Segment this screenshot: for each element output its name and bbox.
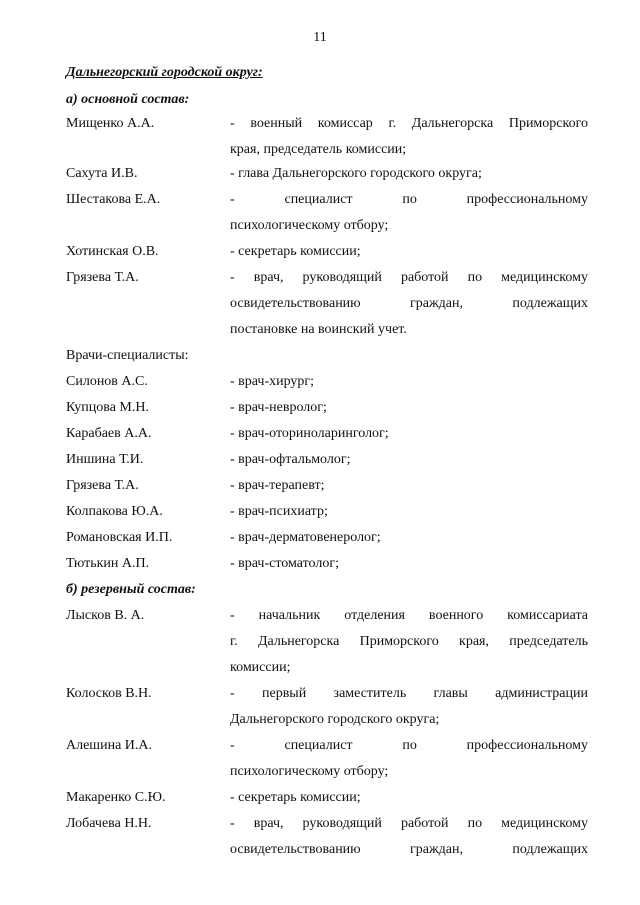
role-line: - военный комиссар г. Дальнегорска Приморского xyxy=(230,116,588,131)
role-line: - секретарь комиссии; xyxy=(230,244,361,259)
member-role xyxy=(230,452,588,478)
district-title: Дальнегорский городской округ: xyxy=(66,65,263,80)
member-name: Хотинская О.В. xyxy=(66,244,159,259)
member-role xyxy=(230,374,588,400)
member-name: Романовская И.П. xyxy=(66,530,173,545)
member-role xyxy=(230,790,588,816)
role-line: комиссии; xyxy=(230,660,291,675)
role-line: - начальник отделения военного комиссариата xyxy=(230,608,588,623)
member-role xyxy=(230,686,588,738)
role-line: психологическому отбору; xyxy=(230,764,389,779)
member-role xyxy=(230,738,588,790)
member-role xyxy=(230,426,588,452)
member-role xyxy=(230,608,588,686)
member-name: Грязева Т.А. xyxy=(66,478,139,493)
member-name: Купцова М.Н. xyxy=(66,400,149,415)
specialists-heading: Врачи-специалисты: xyxy=(66,348,189,363)
role-line: - врач-оториноларинголог; xyxy=(230,426,389,441)
member-name: Карабаев А.А. xyxy=(66,426,152,441)
role-line: - глава Дальнегорского городского округа; xyxy=(230,166,482,181)
role-line: постановке на воинский учет. xyxy=(230,322,407,337)
member-role xyxy=(230,244,588,270)
member-role xyxy=(230,816,588,868)
role-line: - врач-психиатр; xyxy=(230,504,328,519)
member-name: Мищенко А.А. xyxy=(66,116,155,131)
member-name: Лобачева Н.Н. xyxy=(66,816,152,831)
member-name: Силонов А.С. xyxy=(66,374,148,389)
member-role xyxy=(230,556,588,582)
role-line: - специалист по профессиональному xyxy=(230,738,588,753)
page-number: 11 xyxy=(313,30,327,45)
member-role xyxy=(230,504,588,530)
member-role xyxy=(230,478,588,504)
member-name: Сахута И.В. xyxy=(66,166,138,181)
role-line: - врач-дерматовенеролог; xyxy=(230,530,381,545)
member-name: Грязева Т.А. xyxy=(66,270,139,285)
role-line: - врач, руководящий работой по медицинскому xyxy=(230,816,588,831)
member-name: Шестакова Е.А. xyxy=(66,192,161,207)
member-name: Колпакова Ю.А. xyxy=(66,504,163,519)
role-line: психологическому отбору; xyxy=(230,218,389,233)
member-role xyxy=(230,530,588,556)
role-line: освидетельствованию граждан, подлежащих xyxy=(230,296,588,311)
member-name: Иншина Т.И. xyxy=(66,452,144,467)
role-line: - врач-офтальмолог; xyxy=(230,452,351,467)
role-line: края, председатель комиссии; xyxy=(230,142,407,157)
member-name: Макаренко С.Ю. xyxy=(66,790,166,805)
member-name: Тютькин А.П. xyxy=(66,556,150,571)
member-role xyxy=(230,400,588,426)
main-composition-heading: а) основной состав: xyxy=(66,92,190,107)
role-line: - секретарь комиссии; xyxy=(230,790,361,805)
member-name: Алешина И.А. xyxy=(66,738,153,753)
role-line: - врач, руководящий работой по медицинскому xyxy=(230,270,588,285)
reserve-composition-heading: б) резервный состав: xyxy=(66,582,196,597)
member-name: Лысков В. А. xyxy=(66,608,145,623)
role-line: - врач-хирург; xyxy=(230,374,315,389)
role-line: - специалист по профессиональному xyxy=(230,192,588,207)
role-line: освидетельствованию граждан, подлежащих xyxy=(230,842,588,857)
role-line: г. Дальнегорска Приморского края, председатель xyxy=(230,634,588,649)
member-role xyxy=(230,166,588,192)
role-line: - первый заместитель главы администрации xyxy=(230,686,588,701)
role-line: - врач-невролог; xyxy=(230,400,327,415)
member-role xyxy=(230,116,588,168)
member-name: Колосков В.Н. xyxy=(66,686,152,701)
role-line: - врач-терапевт; xyxy=(230,478,325,493)
member-role xyxy=(230,270,588,348)
role-line: - врач-стоматолог; xyxy=(230,556,339,571)
member-role xyxy=(230,192,588,244)
role-line: Дальнегорского городского округа; xyxy=(230,712,440,727)
